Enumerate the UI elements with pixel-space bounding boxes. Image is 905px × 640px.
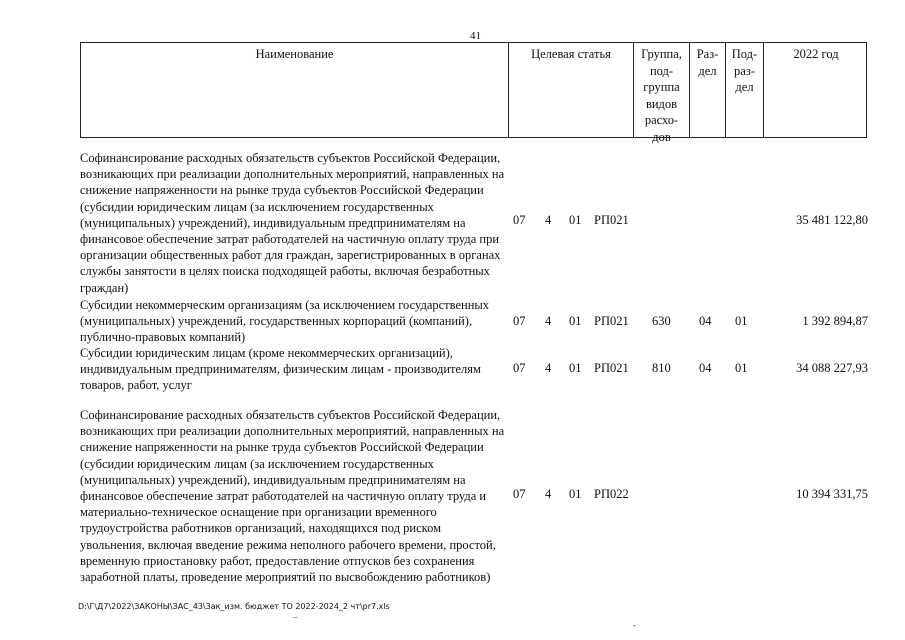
header-group-line: Группа, xyxy=(641,47,682,61)
header-name: Наименование xyxy=(255,47,334,61)
name-line: граждан) xyxy=(80,280,129,295)
header-group-line: дов xyxy=(652,129,671,144)
code-part: 4 xyxy=(545,487,552,501)
row-name xyxy=(80,345,510,394)
row-name xyxy=(80,297,510,346)
name-line: материально-техническое оснащение при организации временного xyxy=(80,505,437,520)
name-line: Субсидии некоммерческим организациям (за исключением государственных xyxy=(80,298,490,312)
name-line: снижение напряженности на рынке труда субъектов Российской Федерации xyxy=(80,440,484,455)
name-line: службы занятости в целях поиска подходящей работы, включая безработных xyxy=(80,264,490,279)
header-group-line: под- xyxy=(649,63,674,78)
code-part: 4 xyxy=(545,213,552,227)
header-year: 2022 год xyxy=(763,43,868,137)
header-group-line: группа xyxy=(643,80,680,94)
header-section-line: дел xyxy=(698,63,717,78)
code-part: 07 xyxy=(513,361,526,375)
code-part: 07 xyxy=(513,314,526,328)
amount: 1 392 894,87 xyxy=(802,314,868,328)
amount: 10 394 331,75 xyxy=(796,487,868,501)
name-line: (муниципальных) учреждений), индивидуальным предпринимателям на xyxy=(80,472,466,487)
scan-mark: – xyxy=(293,612,298,622)
code-part: РП021 xyxy=(594,361,629,375)
amount: 34 088 227,93 xyxy=(796,361,868,375)
amount: 35 481 122,80 xyxy=(796,213,868,227)
name-line: финансовое обеспечение затрат работодателей на частичную оплату труда при xyxy=(80,232,500,247)
subsection-code: 01 xyxy=(735,361,748,375)
scan-mark: - xyxy=(633,620,636,630)
name-line: Софинансирование расходных обязательств субъектов Российской Федерации, xyxy=(80,408,501,422)
code-part: 01 xyxy=(569,314,582,328)
name-line: (субсидии юридическим лицам (за исключением государственных xyxy=(80,199,434,214)
name-line: возникающих при реализации дополнительных мероприятий, направленных на xyxy=(80,424,505,439)
section-code: 04 xyxy=(699,314,712,328)
name-line: индивидуальным предпринимателям, физическим лицам - производителям xyxy=(80,362,481,377)
code-part: 01 xyxy=(569,361,582,375)
header-group-line: видов xyxy=(645,96,678,111)
row-name xyxy=(80,407,510,585)
header-subsection-line: раз- xyxy=(734,63,755,78)
name-line: (муниципальных) учреждений, государственных корпораций (компаний), xyxy=(80,314,473,329)
code-part: РП021 xyxy=(594,213,629,227)
name-line: заработной платы, проведение мероприятий по высвобождению работников) xyxy=(80,570,491,585)
subsection-code: 01 xyxy=(735,314,748,328)
code-part: 01 xyxy=(569,213,582,227)
section-code: 04 xyxy=(699,361,712,375)
code-part: 4 xyxy=(545,314,552,328)
name-line: временную приостановку работ, предоставление отпусков без сохранения xyxy=(80,553,475,568)
header-section-line: Раз- xyxy=(696,47,719,61)
name-line: увольнения, включая введение режима неполного рабочего времени, простой, xyxy=(80,537,496,552)
header-group-line: расхо- xyxy=(644,113,679,127)
header-group xyxy=(633,43,689,144)
header-subsection-line: Под- xyxy=(731,47,758,61)
row-name xyxy=(80,150,510,296)
table-header xyxy=(80,42,867,144)
code-part: 07 xyxy=(513,487,526,501)
group-code: 630 xyxy=(652,314,671,328)
header-subsection-line: дел xyxy=(735,80,754,94)
code-part: 4 xyxy=(545,361,552,375)
name-line: публично-правовых компаний) xyxy=(80,330,246,345)
code-part: РП021 xyxy=(594,314,629,328)
header-subsection xyxy=(725,43,763,137)
name-line: (субсидии юридическим лицам (за исключением государственных xyxy=(80,456,434,471)
file-path-footer: D:\Г\Д7\2022\ЗАКОНЫ\ЗАС_43\Зак_изм. бюджет ТО 2022-2024_2 чт\pr7.xls xyxy=(78,602,390,611)
name-line: снижение напряженности на рынке труда субъектов Российской Федерации xyxy=(80,183,484,198)
name-line: трудоустройства работников организаций, находящихся под риском xyxy=(80,521,442,536)
name-line: (муниципальных) учреждений), индивидуальным предпринимателям на xyxy=(80,215,466,230)
name-line: товаров, работ, услуг xyxy=(80,378,192,393)
code-part: 01 xyxy=(569,487,582,501)
page-number: 41 xyxy=(470,30,481,42)
name-line: Софинансирование расходных обязательств субъектов Российской Федерации, xyxy=(80,151,501,165)
name-line: возникающих при реализации дополнительных мероприятий, направленных на xyxy=(80,167,505,182)
code-part: 07 xyxy=(513,213,526,227)
name-line: финансовое обеспечение затрат работодателей на частичную оплату труда и xyxy=(80,489,487,504)
name-line: организации общественных работ для граждан, зарегистрированных в органах xyxy=(80,248,501,263)
name-line: Субсидии юридическим лицам (кроме некоммерческих организаций), xyxy=(80,346,453,360)
code-part: РП022 xyxy=(594,487,629,501)
header-section xyxy=(689,43,725,137)
header-target: Целевая статья xyxy=(508,43,633,137)
group-code: 810 xyxy=(652,361,671,375)
